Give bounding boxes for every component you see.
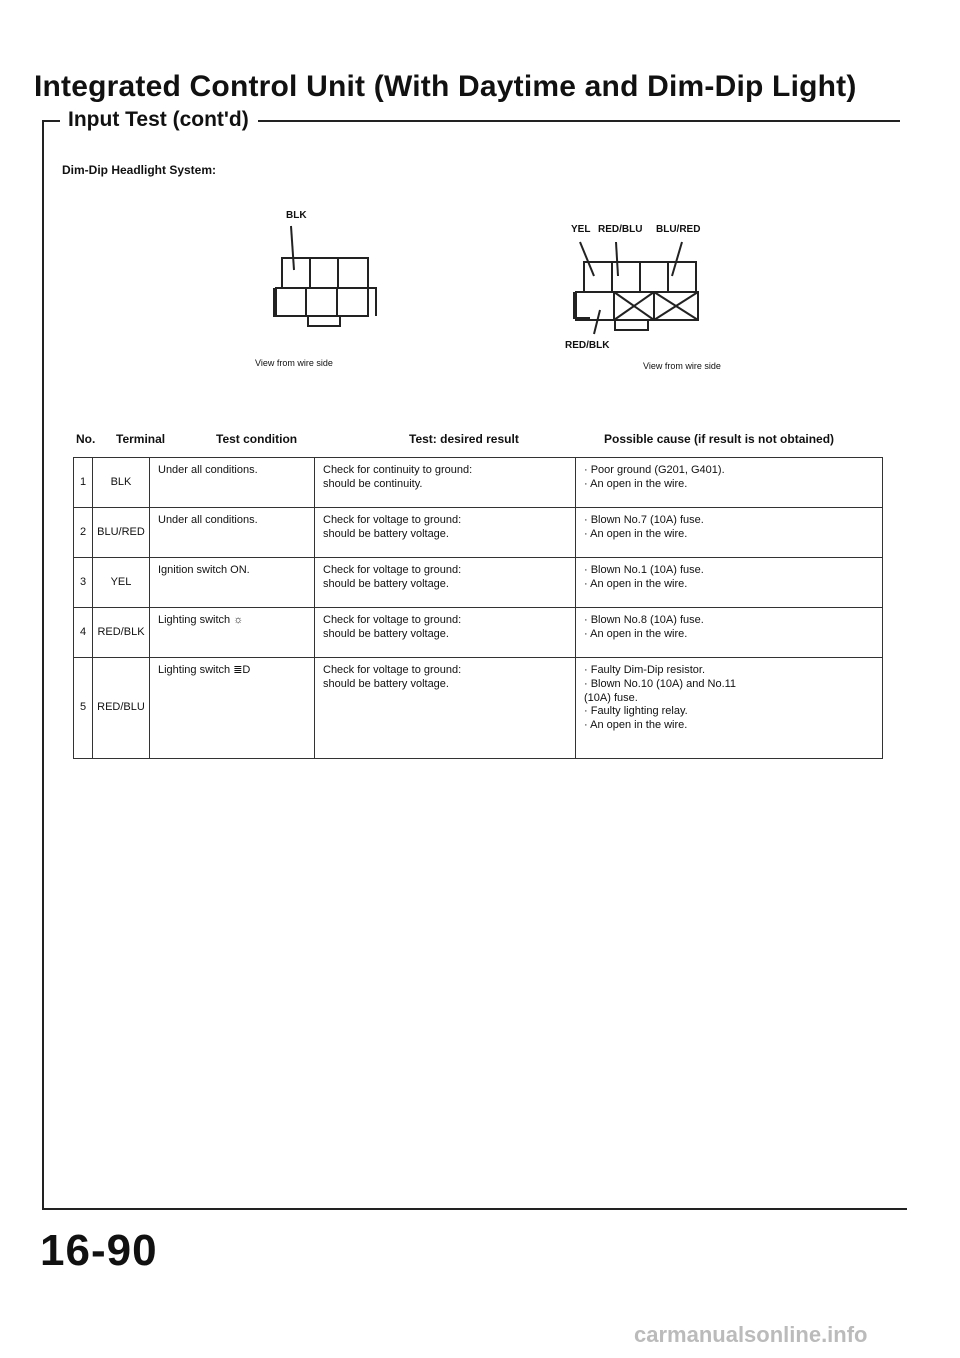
section-subtitle: Input Test (cont'd) — [62, 108, 255, 132]
cell-terminal: BLU/RED — [93, 508, 150, 558]
cell-cause-line: · Blown No.10 (10A) and No.11 — [584, 677, 737, 690]
cell-cause — [576, 508, 883, 558]
cell-cause-line: · An open in the wire. — [584, 577, 688, 590]
cell-cause — [576, 608, 883, 658]
header-terminal: Terminal — [116, 432, 166, 446]
cell-condition-line: Lighting switch ☼ — [158, 614, 244, 626]
cell-cause — [576, 558, 883, 608]
cell-condition — [150, 658, 315, 759]
page-number: 16-90 — [40, 1226, 158, 1275]
cell-result-line: Check for continuity to ground: — [323, 464, 473, 476]
cell-condition — [150, 508, 315, 558]
right-wire-label-yel: YEL — [571, 224, 591, 235]
cell-cause-line: · Blown No.7 (10A) fuse. — [584, 514, 704, 526]
input-test-table — [73, 457, 883, 759]
cell-result — [315, 658, 576, 759]
cell-no: 5 — [74, 658, 93, 759]
cell-result-line: should be battery voltage. — [323, 677, 449, 690]
connector-row-top — [282, 258, 368, 288]
cell-condition — [150, 458, 315, 508]
left-wire-label: BLK — [286, 210, 307, 221]
table-row — [74, 458, 883, 508]
left-connector — [255, 210, 376, 368]
cell-condition-line: Lighting switch ≣D — [158, 664, 251, 676]
header-cause: Possible cause (if result is not obtained) — [604, 432, 835, 446]
system-label: Dim-Dip Headlight System: — [62, 163, 217, 177]
cell-cause-line: · Faulty Dim-Dip resistor. — [584, 664, 706, 676]
right-wire-label-bottom: RED/BLK — [565, 340, 610, 351]
cell-cause-line: · Faulty lighting relay. — [584, 705, 688, 718]
watermark: carmanualsonline.info — [634, 1322, 868, 1347]
frame-line — [42, 1208, 907, 1210]
cell-no: 3 — [74, 558, 93, 608]
cell-terminal: BLK — [93, 458, 150, 508]
right-caption: View from wire side — [643, 361, 721, 371]
cell-result-line: should be battery voltage. — [323, 627, 449, 640]
header-no: No. — [76, 432, 96, 446]
cell-condition-line: Ignition switch ON. — [158, 564, 250, 576]
page-title: Integrated Control Unit (With Daytime and Dim-Dip Light) — [34, 70, 857, 103]
table-row — [74, 508, 883, 558]
cell-condition-line: Under all conditions. — [158, 464, 258, 476]
cell-cause — [576, 458, 883, 508]
cell-no: 1 — [74, 458, 93, 508]
wire-pointer — [291, 226, 294, 270]
cell-result — [315, 508, 576, 558]
cell-cause-line: · An open in the wire. — [584, 627, 688, 640]
connector-diagrams — [0, 0, 960, 420]
header-result: Test: desired result — [409, 432, 519, 446]
cell-no: 2 — [74, 508, 93, 558]
table-row — [74, 608, 883, 658]
cell-cause — [576, 658, 883, 759]
right-wire-label-blured: BLU/RED — [656, 224, 701, 235]
connector-row-bottom — [576, 292, 698, 320]
cell-cause-line: · Blown No.1 (10A) fuse. — [584, 564, 704, 576]
cell-no: 4 — [74, 608, 93, 658]
cell-terminal: RED/BLU — [93, 658, 150, 759]
cell-result-line: should be battery voltage. — [323, 577, 449, 590]
cell-cause-line: · An open in the wire. — [584, 527, 688, 540]
right-connector — [565, 224, 721, 371]
cell-terminal: YEL — [93, 558, 150, 608]
connector-row-bottom — [276, 288, 368, 316]
table-row — [74, 558, 883, 608]
cell-result-line: Check for voltage to ground: — [323, 614, 462, 626]
cell-cause-line: · Blown No.8 (10A) fuse. — [584, 614, 704, 626]
cell-condition — [150, 608, 315, 658]
cell-result-line: Check for voltage to ground: — [323, 514, 462, 526]
cell-result-line: should be continuity. — [323, 477, 423, 490]
table-row — [74, 658, 883, 759]
cell-result-line: should be battery voltage. — [323, 527, 449, 540]
cell-cause-line: (10A) fuse. — [584, 691, 638, 704]
cell-result-line: Check for voltage to ground: — [323, 564, 462, 576]
cell-result — [315, 458, 576, 508]
cell-result — [315, 558, 576, 608]
cell-result-line: Check for voltage to ground: — [323, 664, 462, 676]
left-caption: View from wire side — [255, 358, 333, 368]
cell-result — [315, 608, 576, 658]
cell-cause-line: · An open in the wire. — [584, 477, 688, 490]
cell-condition — [150, 558, 315, 608]
cell-condition-line: Under all conditions. — [158, 514, 258, 526]
header-condition: Test condition — [216, 432, 298, 446]
right-wire-label-redblu: RED/BLU — [598, 224, 643, 235]
cell-cause-line: · Poor ground (G201, G401). — [584, 464, 725, 476]
cell-cause-line: · An open in the wire. — [584, 719, 688, 731]
cell-terminal: RED/BLK — [93, 608, 150, 658]
